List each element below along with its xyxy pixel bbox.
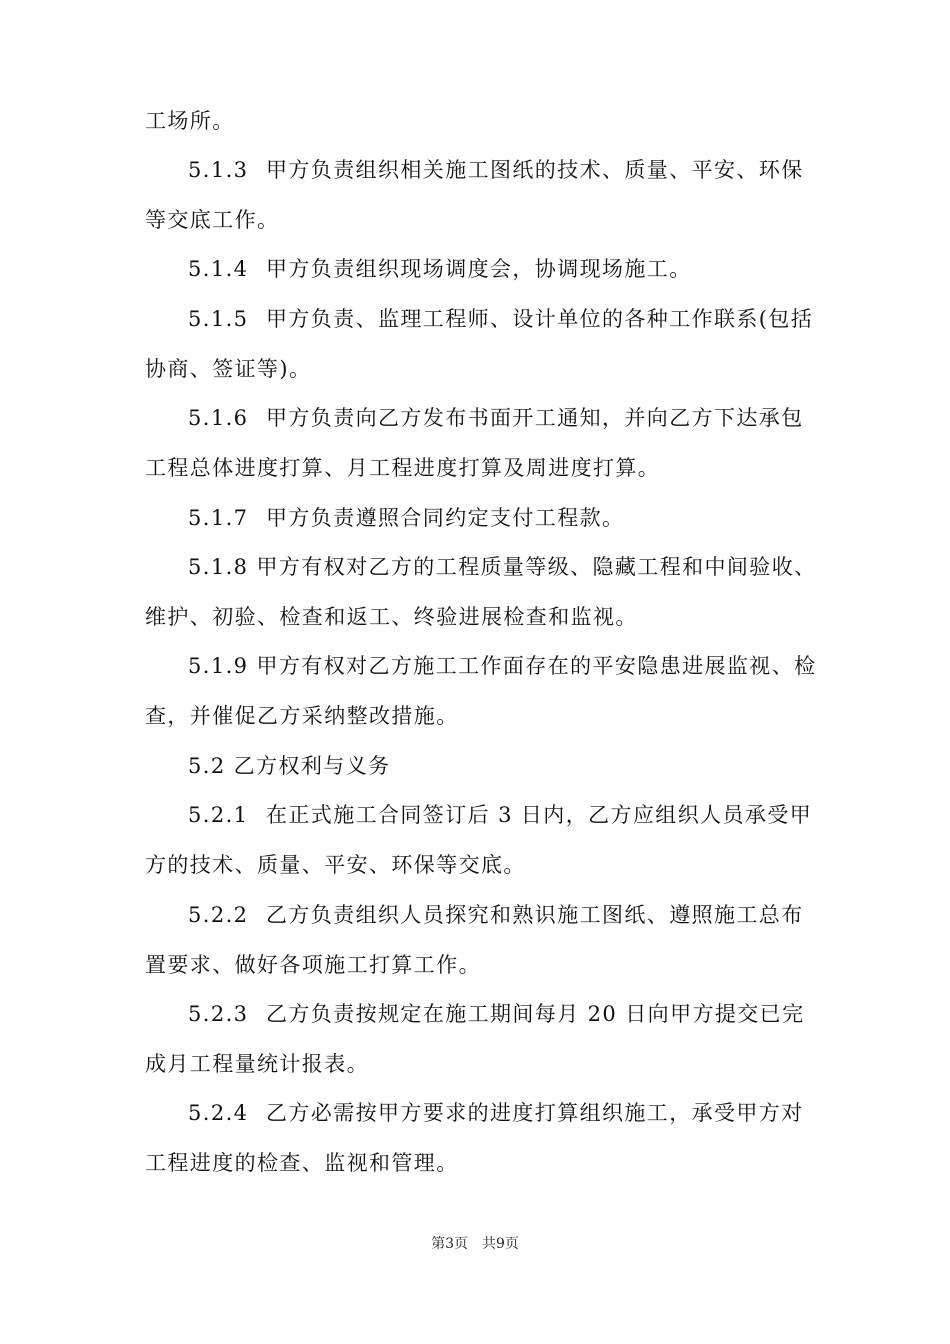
clause-text: 乙方必需按甲方要求的进度打算组织施工，承受甲方对 [266,1101,804,1125]
clause-text: 甲方负责组织现场调度会，协调现场施工。 [266,257,692,281]
page-footer [0,1233,950,1253]
text-line: 成月工程量统计报表。 [145,1052,369,1076]
text-line: 查，并催促乙方采纳整改措施。 [145,704,459,728]
clause-5-2-4 [188,1098,820,1128]
clause-text: 甲方负责、监理工程师、设计单位的各种工作联系(包括 [266,307,814,331]
clause-text: 乙方负责按规定在施工期间每月 20 日向甲方提交已完 [266,1002,805,1026]
clause-text: 甲方负责遵照合同约定支付工程款。 [266,506,625,530]
clause-5-2-2 [188,900,820,930]
clause-number: 5.1.6 [188,406,249,430]
text-line: 置要求、做好各项施工打算工作。 [145,953,481,977]
clause-number: 5.1.3 [188,158,249,182]
clause-number: 5.2.4 [188,1101,249,1125]
clause-number: 5.1.5 [188,307,249,331]
page-number: 第3页 [431,1236,468,1252]
text-line: 维护、初验、检查和返工、终验进展检查和监视。 [145,605,638,629]
text-line: 工场所。 [145,109,235,133]
text-line: 协商、签证等)。 [145,357,312,381]
text-line: 等交底工作。 [145,208,280,232]
clause-5-1-3 [188,155,820,185]
clause-5-2-3 [188,999,820,1029]
clause-text: 乙方负责组织人员探究和熟识施工图纸、遵照施工总布 [266,903,804,927]
clause-5-1-7 [188,503,820,533]
text-line: 方的技术、质量、平安、环保等交底。 [145,853,526,877]
clause-number: 5.2.2 [188,903,249,927]
clause-5-1-5 [188,304,820,334]
clause-5-1-4 [188,254,820,284]
page-total: 共9页 [482,1236,519,1252]
section-heading-5-2: 5.2 乙方权利与义务 [188,754,391,778]
text-line: 工程进度的检查、监视和管理。 [145,1151,459,1175]
clause-text: 甲方负责组织相关施工图纸的技术、质量、平安、环保 [266,158,804,182]
clause-number: 5.2.1 [188,803,249,827]
clause-5-2-1 [188,800,820,830]
clause-text: 甲方负责向乙方发布书面开工通知，并向乙方下达承包 [266,406,804,430]
clause-text: 在正式施工合同签订后 3 日内，乙方应组织人员承受甲 [266,803,813,827]
clause-5-1-9: 5.1.9 甲方有权对乙方施工工作面存在的平安隐患进展监视、检 [188,654,817,678]
text-line: 工程总体进度打算、月工程进度打算及周进度打算。 [145,456,661,480]
clause-number: 5.2.3 [188,1002,249,1026]
clause-number: 5.1.4 [188,257,249,281]
clause-5-1-6 [188,403,820,433]
clause-number: 5.1.7 [188,506,249,530]
clause-5-1-8: 5.1.8 甲方有权对乙方的工程质量等级、隐藏工程和中间验收、 [188,555,817,579]
